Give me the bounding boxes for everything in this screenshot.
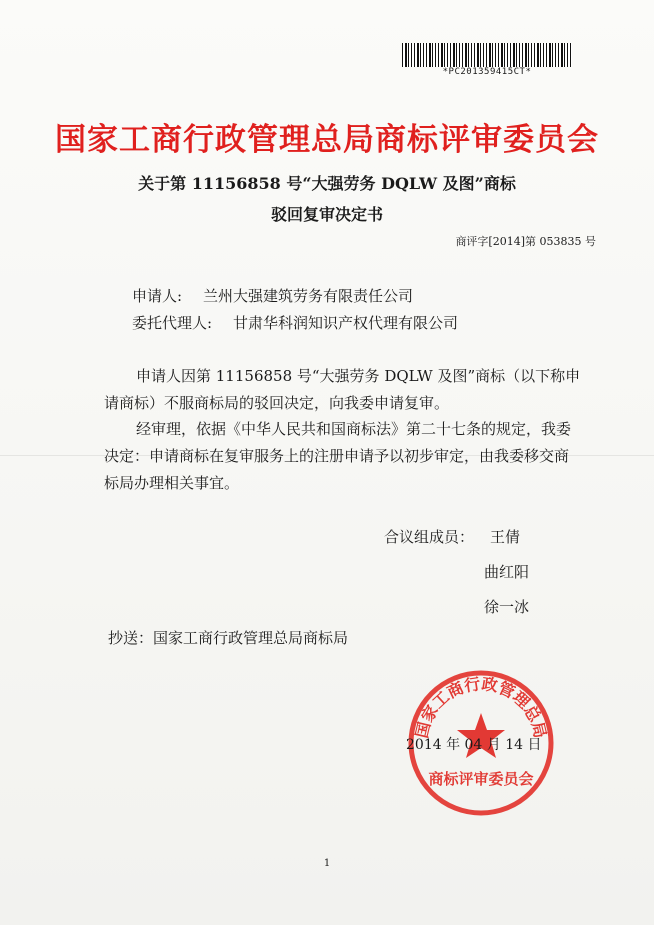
- body-paragraph1-line2: 请商标）不服商标局的驳回决定，向我委申请复审。: [104, 394, 450, 412]
- decision-date: 2014 年 04 月 14 日: [406, 737, 542, 753]
- panel-members-label: 合议组成员：: [384, 528, 475, 546]
- document-reference-number: 商评字[2014]第 053835 号: [455, 235, 596, 248]
- carbon-copy-line: 抄送：国家工商行政管理总局商标局: [108, 629, 349, 647]
- body-paragraph2-line1: 经审理，依据《中华人民共和国商标法》第二十七条的规定，我委: [136, 420, 572, 438]
- agent-value: 甘肃华科润知识产权代理有限公司: [233, 314, 459, 332]
- agent-label: 委托代理人:: [132, 314, 213, 332]
- seal-arc-text: 国家工商行政管理总局: [412, 674, 550, 740]
- page-number: 1: [323, 858, 331, 869]
- barcode-number: *PC201359415CT*: [442, 67, 532, 77]
- panel-member: 徐一冰: [484, 598, 530, 616]
- body-paragraph1-line1: 申请人因第 11156858 号“大强劳务 DQLW 及图”商标（以下称申: [136, 367, 581, 385]
- barcode-image: [402, 43, 572, 67]
- panel-member: 王倩: [490, 528, 521, 546]
- applicant-value: 兰州大强建筑劳务有限责任公司: [203, 287, 414, 305]
- document-title-line2: 驳回复审决定书: [270, 205, 383, 224]
- document-title-line1: 关于第 11156858 号“大强劳务 DQLW 及图”商标: [138, 174, 516, 193]
- seal-bottom-text: 商标评审委员会: [428, 770, 534, 788]
- body-paragraph2-line2: 决定：申请商标在复审服务上的注册申请予以初步审定，由我委移交商: [104, 447, 570, 465]
- issuing-organization-title: 国家工商行政管理总局商标评审委员会: [55, 122, 599, 158]
- applicant-label: 申请人:: [132, 287, 183, 305]
- panel-member: 曲红阳: [484, 563, 530, 581]
- body-paragraph2-line3: 标局办理相关事宜。: [104, 474, 240, 492]
